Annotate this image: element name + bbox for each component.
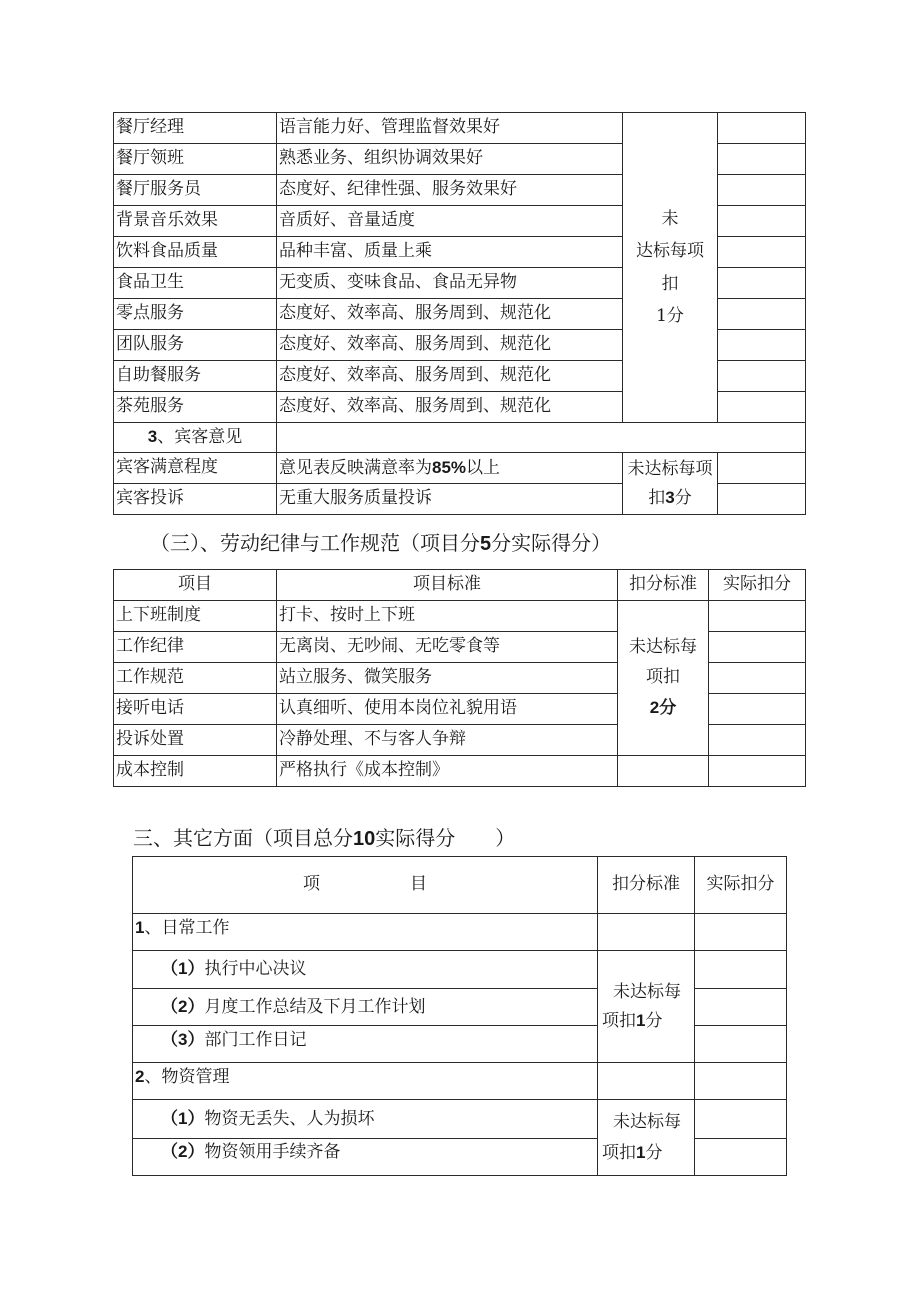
item-cell: 餐厅领班 xyxy=(114,144,277,175)
heading-text: 实际得分 ） xyxy=(375,826,516,850)
deduction-number: 3 xyxy=(665,487,675,507)
deduction-text: 项扣 xyxy=(602,1142,636,1163)
standard-cell: 态度好、纪律性强、服务效果好 xyxy=(277,175,623,206)
heading-number: 3 xyxy=(147,427,158,447)
sub-item-cell xyxy=(133,1139,598,1176)
heading-text: 分实际得分） xyxy=(491,531,612,555)
standard-text: 意见表反映满意率为 xyxy=(279,457,432,478)
actual-score-cell[interactable] xyxy=(718,299,806,330)
actual-score-cell[interactable] xyxy=(718,330,806,361)
deduction-line xyxy=(625,484,715,513)
item-cell: 背景音乐效果 xyxy=(114,206,277,237)
deduction-standard-cell xyxy=(598,1063,695,1100)
deduction-line xyxy=(602,1138,692,1169)
table-row xyxy=(114,756,806,787)
actual-score-cell[interactable] xyxy=(695,1026,787,1063)
discipline-section-heading xyxy=(150,527,611,556)
table-row xyxy=(133,1100,787,1139)
standard-cell: 熟悉业务、组织协调效果好 xyxy=(277,144,623,175)
actual-score-cell[interactable] xyxy=(709,725,806,756)
sub-item-text: 物资领用手续齐备 xyxy=(204,1142,341,1162)
item-cell: 零点服务 xyxy=(114,299,277,330)
table-header-row xyxy=(114,570,806,601)
group-number: 1 xyxy=(135,918,145,937)
item-cell: 宾客投诉 xyxy=(114,484,277,515)
actual-score-cell[interactable] xyxy=(718,484,806,515)
column-header-actual: 实际扣分 xyxy=(709,570,806,601)
empty-cell xyxy=(277,423,806,453)
deduction-line: 未达标每 xyxy=(629,637,697,658)
item-cell: 宾客满意程度 xyxy=(114,453,277,484)
table-row xyxy=(114,423,806,453)
actual-score-cell[interactable] xyxy=(695,1139,787,1176)
sub-item-cell xyxy=(133,1026,598,1063)
actual-score-cell[interactable] xyxy=(709,663,806,694)
deduction-line: 未达标每 xyxy=(613,981,681,1002)
actual-score-cell[interactable] xyxy=(695,951,787,989)
standard-cell: 态度好、效率高、服务周到、规范化 xyxy=(277,392,623,423)
item-cell: 工作规范 xyxy=(114,663,277,694)
sub-item-text: 部门工作日记 xyxy=(204,1030,307,1050)
item-cell: 成本控制 xyxy=(114,756,277,787)
actual-score-cell[interactable] xyxy=(718,392,806,423)
group-heading-row xyxy=(133,1063,787,1100)
deduction-number: 1 xyxy=(636,1010,646,1030)
guest-opinion-heading xyxy=(114,423,277,453)
item-cell: 餐厅服务员 xyxy=(114,175,277,206)
deduction-text: 分 xyxy=(645,1010,663,1031)
item-cell: 餐厅经理 xyxy=(114,113,277,144)
column-header-deduction: 扣分标准 xyxy=(598,857,695,914)
column-header-item: 项目 xyxy=(114,570,277,601)
item-cell: 上下班制度 xyxy=(114,601,277,632)
actual-score-cell[interactable] xyxy=(709,601,806,632)
actual-score-cell[interactable] xyxy=(695,914,787,951)
standard-cell xyxy=(277,453,623,484)
deduction-text: 项扣 xyxy=(602,1010,636,1031)
deduction-line xyxy=(602,1007,692,1036)
standard-number: 85% xyxy=(432,457,467,477)
deduction-line: 未达标每 xyxy=(613,1111,681,1132)
deduction-text: 分 xyxy=(645,1142,663,1163)
deduction-line: 达标每项 xyxy=(636,241,704,262)
service-evaluation-table xyxy=(113,112,806,515)
deduction-standard-cell xyxy=(618,756,709,787)
standard-cell: 音质好、音量适度 xyxy=(277,206,623,237)
standard-cell: 语言能力好、管理监督效果好 xyxy=(277,113,623,144)
sub-item-cell xyxy=(133,989,598,1026)
actual-score-cell[interactable] xyxy=(718,268,806,299)
group-heading-material-management xyxy=(133,1063,598,1100)
deduction-standard-cell xyxy=(598,914,695,951)
sub-item-cell xyxy=(133,1100,598,1139)
deduction-text: 分 xyxy=(674,487,692,508)
item-cell: 自助餐服务 xyxy=(114,361,277,392)
deduction-standard-cell xyxy=(623,113,718,423)
deduction-line: 2分 xyxy=(649,697,677,717)
sub-item-text: 物资无丢失、人为损坏 xyxy=(204,1108,375,1129)
header-char: 项 xyxy=(303,874,320,895)
actual-score-cell[interactable] xyxy=(709,694,806,725)
heading-number: 5 xyxy=(480,533,492,555)
actual-score-cell[interactable] xyxy=(718,453,806,484)
group-title: 、物资管理 xyxy=(144,1067,230,1087)
deduction-line: 未达标每项 xyxy=(627,458,713,479)
actual-score-cell[interactable] xyxy=(709,756,806,787)
item-cell: 食品卫生 xyxy=(114,268,277,299)
actual-score-cell[interactable] xyxy=(718,361,806,392)
actual-score-cell[interactable] xyxy=(695,1100,787,1139)
column-header-item xyxy=(133,857,598,914)
item-cell: 投诉处置 xyxy=(114,725,277,756)
deduction-text: 扣 xyxy=(648,487,666,508)
sub-item-cell xyxy=(133,951,598,989)
other-aspects-table xyxy=(132,856,787,1176)
other-section-heading xyxy=(133,822,515,851)
table-row xyxy=(114,453,806,484)
deduction-number: 1 xyxy=(636,1142,646,1162)
deduction-line: 项扣 xyxy=(646,667,680,688)
group-heading-daily-work xyxy=(133,914,598,951)
header-char: 目 xyxy=(410,874,427,895)
standard-cell: 严格执行《成本控制》 xyxy=(277,756,618,787)
sub-item-number: （3） xyxy=(161,1030,205,1049)
standard-cell: 态度好、效率高、服务周到、规范化 xyxy=(277,299,623,330)
sub-item-number: （1） xyxy=(161,1108,205,1128)
table-row xyxy=(114,113,806,144)
standard-cell: 冷静处理、不与客人争辩 xyxy=(277,725,618,756)
item-cell: 接听电话 xyxy=(114,694,277,725)
column-header-actual: 实际扣分 xyxy=(695,857,787,914)
standard-cell: 无离岗、无吵闹、无吃零食等 xyxy=(277,632,618,663)
standard-text: 以上 xyxy=(466,457,501,478)
actual-score-cell[interactable] xyxy=(718,206,806,237)
deduction-line: 未 xyxy=(661,208,679,229)
actual-score-cell[interactable] xyxy=(709,632,806,663)
sub-item-text: 月度工作总结及下月工作计划 xyxy=(204,996,426,1017)
heading-text: 、宾客意见 xyxy=(157,427,243,448)
actual-score-cell[interactable] xyxy=(718,175,806,206)
group-number: 2 xyxy=(135,1067,145,1086)
sub-item-number: （1） xyxy=(161,959,205,979)
group-heading-row xyxy=(133,914,787,951)
standard-cell: 认真细听、使用本岗位礼貌用语 xyxy=(277,694,618,725)
deduction-standard-cell xyxy=(598,1100,695,1176)
standard-cell: 打卡、按时上下班 xyxy=(277,601,618,632)
column-header-deduction: 扣分标准 xyxy=(618,570,709,601)
table-header-row xyxy=(133,857,787,914)
sub-item-text: 执行中心决议 xyxy=(204,959,307,980)
column-header-standard: 项目标准 xyxy=(277,570,618,601)
standard-cell: 站立服务、微笑服务 xyxy=(277,663,618,694)
item-cell: 团队服务 xyxy=(114,330,277,361)
deduction-line: 1分 xyxy=(656,305,684,326)
actual-score-cell[interactable] xyxy=(718,113,806,144)
table-row xyxy=(114,601,806,632)
item-cell: 饮料食品质量 xyxy=(114,237,277,268)
standard-cell: 态度好、效率高、服务周到、规范化 xyxy=(277,330,623,361)
group-title: 、日常工作 xyxy=(144,918,230,938)
standard-cell: 品种丰富、质量上乘 xyxy=(277,237,623,268)
sub-item-number: （2） xyxy=(161,1142,205,1161)
heading-text: 三、其它方面（项目总分 xyxy=(133,826,353,850)
actual-score-cell[interactable] xyxy=(695,989,787,1026)
standard-cell: 无重大服务质量投诉 xyxy=(277,484,623,515)
deduction-line: 扣 xyxy=(661,273,679,294)
actual-score-cell[interactable] xyxy=(695,1063,787,1100)
heading-text: （三）、劳动纪律与工作规范（项目分 xyxy=(150,531,480,555)
heading-number: 10 xyxy=(353,828,376,850)
actual-score-cell[interactable] xyxy=(718,144,806,175)
table-row xyxy=(133,951,787,989)
actual-score-cell[interactable] xyxy=(718,237,806,268)
sub-item-number: （2） xyxy=(161,996,205,1016)
deduction-standard-cell xyxy=(618,601,709,756)
discipline-table xyxy=(113,569,806,787)
standard-cell: 态度好、效率高、服务周到、规范化 xyxy=(277,361,623,392)
deduction-standard-cell xyxy=(623,453,718,515)
item-cell: 茶苑服务 xyxy=(114,392,277,423)
standard-cell: 无变质、变味食品、食品无异物 xyxy=(277,268,623,299)
deduction-standard-cell xyxy=(598,951,695,1063)
item-cell: 工作纪律 xyxy=(114,632,277,663)
